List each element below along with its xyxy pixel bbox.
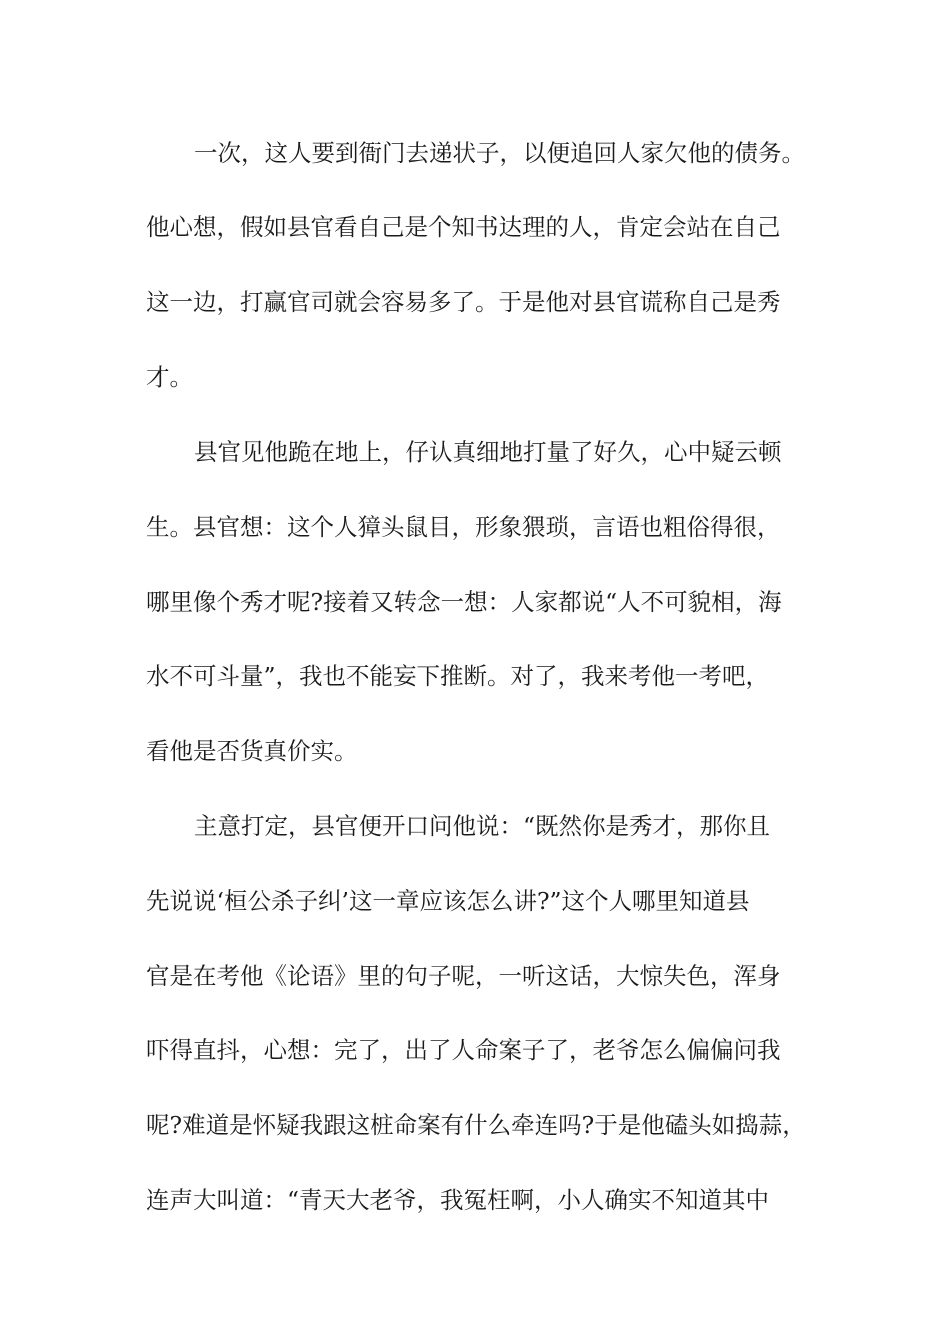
text-line: 呢?难道是怀疑我跟这桩命案有什么牵连吗?于是他磕头如捣蒜， xyxy=(146,1111,806,1139)
text-line: 一次，这人要到衙门去递状子，以便追回人家欠他的债务。 xyxy=(194,139,805,167)
text-line: 看他是否货真价实。 xyxy=(146,737,358,765)
text-line: 官是在考他《论语》里的句子呢，一听这话，大惊失色，浑身 xyxy=(146,962,781,990)
text-line: 生。县官想：这个人獐头鼠目，形象猥琐，言语也粗俗得很， xyxy=(146,513,781,541)
text-line: 主意打定，县官便开口问他说：“既然你是秀才，那你且 xyxy=(194,812,771,840)
text-line: 哪里像个秀才呢?接着又转念一想：人家都说“人不可貌相，海 xyxy=(146,588,782,616)
text-line: 水不可斗量”，我也不能妄下推断。对了，我来考他一考吧， xyxy=(146,662,770,690)
text-line: 才。 xyxy=(146,363,193,391)
text-line: 县官见他跪在地上，仔认真细地打量了好久，心中疑云顿 xyxy=(194,438,782,466)
text-line: 他心想，假如县官看自己是个知书达理的人，肯定会站在自己 xyxy=(146,213,781,241)
text-line: 吓得直抖，心想：完了，出了人命案子了，老爷怎么偏偏问我 xyxy=(146,1036,781,1064)
text-line: 连声大叫道：“青天大老爷，我冤枉啊，小人确实不知道其中 xyxy=(146,1186,770,1214)
text-line: 先说说‘桓公杀子纠’这一章应该怎么讲?”这个人哪里知道县 xyxy=(146,887,750,915)
text-line: 这一边，打赢官司就会容易多了。于是他对县官谎称自己是秀 xyxy=(146,288,781,316)
